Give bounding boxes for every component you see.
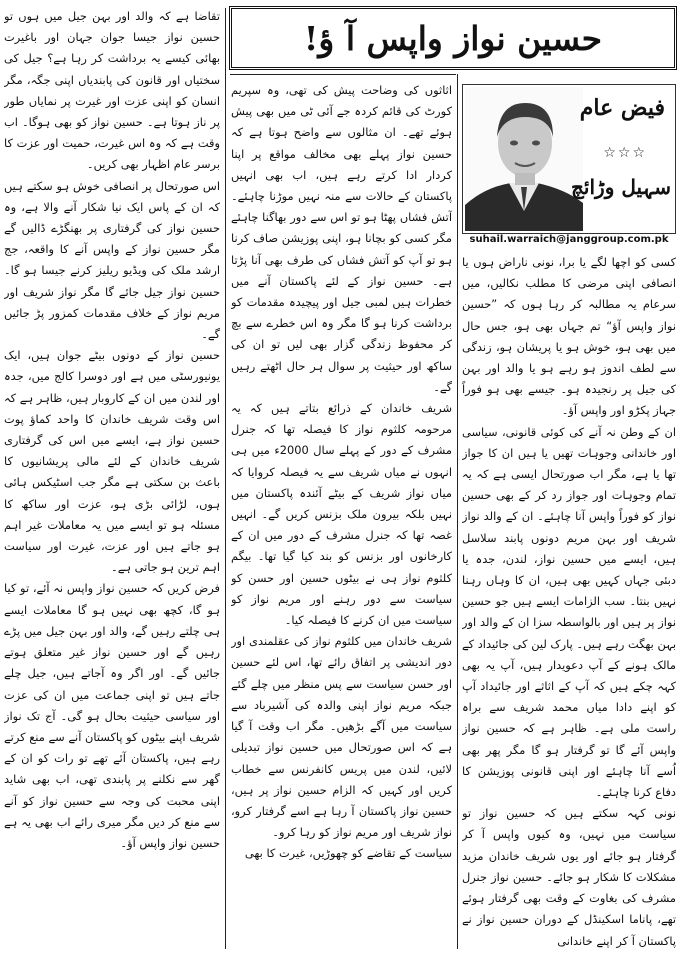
paragraph: کسی کو اچھا لگے یا برا، نونی ناراض ہوں یا انصافی اپنی مرضی کا مطلب نکالیں، میں سرعام یہ مطالبہ کر رہا ہوں کہ ”حسین نواز واپس آؤ“ تم جہاں بھی ہو، جس حال میں بھی ہو، خوش ہو یا پریشان ہو، زندگی سے لطف اندوز ہو رہے ہو یا والد اور بہن کی جیل پر رنجیدہ ہو۔ جیسے بھی ہو فوراً جہاز پکڑو اور واپس آؤ۔ bbox=[462, 255, 676, 418]
paragraph: تقاضا ہے کہ والد اور بہن جیل میں ہوں تو حسین نواز جیسا جوان جہان اور باغیرت بھائی کیسے یہ برداشت کر رہا ہے؟ جیل کی سختیاں اور قانون کی پابندیاں اپنی جگہ، مگر انسان کو اپنی عزت اور غیرت پر نمایاں طور پر ناز ہوتا ہے۔ حسین نواز کو بھی ہوگا۔ اب وقت ہے کہ وہ اس غیرت، حمیت اور عزت کا برسر عام اظہار بھی کریں۔ bbox=[4, 9, 220, 172]
column-divider bbox=[457, 74, 458, 949]
byline-box bbox=[462, 84, 676, 234]
paragraph: اثاثوں کی وضاحت پیش کی تھی، وہ سپریم کورٹ کی قائم کردہ جے آئی ٹی میں بھی پیش ہوئے تھے۔ ان مثالوں سے واضح ہوتا ہے کہ حسین نواز پہلے بھی مخالف مواقع پر اپنا کردار ادا کرتے رہے ہیں، اب بھی انہیں پاکستان کے حالات سے منہ نہیں موڑنا چاہئے۔ آتش فشاں پھٹا ہو تو اس سے دور بھاگنا چاہئے مگر کسی کو بچانا ہو، اپنی پوزیشن صاف کرنا ہو تو آپ کو آتش فشاں کی طرف بھی آنا پڑتا ہے۔ حسین نواز کے لئے پاکستان آنے میں خطرات ہیں لمبی جیل اور پیچیدہ مقدمات کو برداشت کرنا ہو گا مگر وہ اس خطرے سے بچ کر محفوظ زندگی گزار بھی لیں تو ان کی ساکھ اور حیثیت پر سوال ہر حال اٹھتے رہیں گے۔ bbox=[231, 83, 452, 394]
paragraph: شریف خاندان میں کلثوم نواز کی عقلمندی اور دور اندیشی پر اتفاق رائے تھا، اس لئے حسین اور حسن سیاست سے پس منظر میں چلے گئے جبکہ مریم نواز اپنی والدہ کی آشیرباد سے سیاست میں آگے بڑھیں۔ مگر اب وقت آ گیا ہے کہ اس صورتحال میں حسین نواز تبدیلی لائیں، لندن میں پریس کانفرنس سے خطاب کریں اور کہیں کہ الزام حسین نواز پر ہیں، حسین نواز پاکستان آ رہا ہے اسے گرفتار کرو، نواز شریف اور مریم نواز کو رہا کرو۔ bbox=[231, 634, 452, 840]
column-top-rule bbox=[230, 74, 456, 75]
paragraph: سیاست کے تقاضے کو چھوڑیں، غیرت کا بھی bbox=[244, 846, 452, 861]
text-column-right bbox=[462, 252, 676, 950]
paragraph: اس صورتحال پر انصافی خوش ہو سکتے ہیں کہ ان کے پاس ایک نیا شکار آنے والا ہے، وہ حسین نواز کی گرفتاری پر بھنگڑے ڈالیں گے مگر حسین نواز کے واپس آنے کا واقعہ، جج ارشد ملک کی ویڈیو ریلیز کرنے جیسا ہو گا۔ حسین نواز جیل جائے گا مگر نواز شریف اور مریم نواز کے خلاف مقدمات کمزور پڑ جائیں گے۔ bbox=[4, 178, 220, 342]
author-email[interactable]: suhail.warraich@janggroup.com.pk bbox=[469, 234, 669, 245]
text-column-middle bbox=[231, 80, 452, 950]
paragraph: حسین نواز کے دونوں بیٹے جوان ہیں، ایک یونیورسٹی میں ہے اور دوسرا کالج میں، جدہ اور لندن میں ان کے کاروبار ہیں، ظاہر ہے کہ اس وقت شریف خاندان کا واحد کماؤ پوت حسین نواز ہے، ایسے میں اس کی گرفتاری شریف خاندان کے لئے مالی پریشانیوں کا باعث بن سکتی ہے مگر جب اسٹیکس ہائی ہوں، لڑائی بڑی ہو، عزت اور ساکھ کا مسئلہ ہو تو ایسے میں یہ معاملات غیر اہم ہو جاتے ہیں اور عزت، غیرت اور سیاست اہم ترین ہو جاتی ہے۔ bbox=[4, 348, 220, 575]
rating-stars: ☆☆☆ bbox=[603, 145, 647, 161]
columnist-name: سہیل وڑائچ bbox=[571, 175, 671, 199]
author-photo bbox=[465, 87, 583, 231]
paragraph: فرض کریں کہ حسین نواز واپس نہ آئے، تو کیا ہو گا، کچھ بھی نہیں ہو گا معاملات ایسے ہی چلتے رہیں گے، والد اور بہن جیل میں پڑے رہیں گے اور حسین نواز غیر متعلق ہوتے جائیں گے۔ اور اگر وہ آجاتے ہیں، جیل چلے جاتے ہیں تو اپنی جماعت میں ان کی عزت اور سیاسی حیثیت بحال ہو گی۔ آج تک نواز شریف اپنے بیٹوں کو پاکستان آنے سے منع کرتے رہے ہیں، پاکستان آئے تھے تو رات کو ان کے گھر سے نکلنے پر پابندی تھی، اب بھی شاید اپنی محبت کی وجہ سے حسین نواز کو آنے سے منع کر دیں مگر میری رائے اب بھی یہ ہے حسین نواز واپس آؤ۔ bbox=[4, 581, 220, 850]
paragraph: ان کے وطن نہ آنے کی کوئی قانونی، سیاسی اور خاندانی وجوہات تھیں یا ہیں ان کا جواز تھا یا ہے، مگر اب صورتحال ایسی ہے کہ یہ تمام وجوہات اور جواز رد کر کے بھی حسین نواز کو فوراً واپس آنا چاہئے۔ ان کے والد نواز شریف اور بہن مریم دونوں پابند سلاسل ہیں، ایسے میں حسین نواز، لندن، جدہ یا دبئی جہاں کہیں بھی ہیں، ان کا وہاں رہنا نہیں بنتا۔ سب الزامات ایسے ہیں جو حسین نواز پر ہیں اور بالواسطہ سزا ان کے والد اور بہن بھگت رہے ہیں۔ پارک لین کی جائیداد کے مالک ہونے کے آپ دعویدار ہیں، آپ یہ بھی کہہ چکے ہیں کہ آپ کے اثاثے اور جائیداد آپ کو اپنے دادا میاں محمد شریف سے براہ راست ملی ہے۔ ظاہر ہے کہ حسین نواز واپس آئے گا تو گرفتار ہو گا مگر پھر بھی اُسے آنا چاہئے اور اپنی قانونی پوزیشن کا دفاع کرنا چاہئے۔ bbox=[462, 424, 676, 800]
column-divider bbox=[225, 8, 226, 949]
headline-box bbox=[229, 6, 677, 70]
paragraph: نونی کہہ سکتے ہیں کہ حسین نواز تو سیاست میں نہیں، وہ کیوں واپس آ کر گرفتار ہو جائے اور یوں شریف خاندان مزید مشکلات کا شکار ہو جائے۔ حسین نواز جنرل مشرف کی بغاوت کے وقت بھی گرفتار ہوئے تھے، پاناما اسکینڈل کے دوران حسین نواز نے پاکستان آ کر اپنے خاندانی bbox=[462, 806, 676, 948]
column-name: فیض عام bbox=[579, 95, 665, 121]
paragraph: شریف خاندان کے ذرائع بتاتے ہیں کہ یہ مرحومہ کلثوم نواز کا فیصلہ تھا کہ جنرل مشرف کے دور کے پہلے سال 2000ء میں ہی انہوں نے میاں شریف سے یہ فیصلہ کروایا کہ میاں نواز شریف کے بیٹے آئندہ پاکستان میں نہیں بلکہ بیرون ملک بزنس کریں گے۔ انہیں غصہ تھا کہ جنرل مشرف کے دور میں ان کے کارخانوں اور بزنس کو بند کیا گیا تھا۔ بیگم کلثوم نواز ہی نے بیٹوں حسین اور حسن کو سیاست سے دور رہنے اور مریم نواز کو سیاست میں ان کرنے کا فیصلہ کیا۔ bbox=[231, 401, 452, 628]
headline: حسین نواز واپس آ ؤ! bbox=[303, 18, 603, 58]
text-column-left bbox=[4, 6, 220, 950]
